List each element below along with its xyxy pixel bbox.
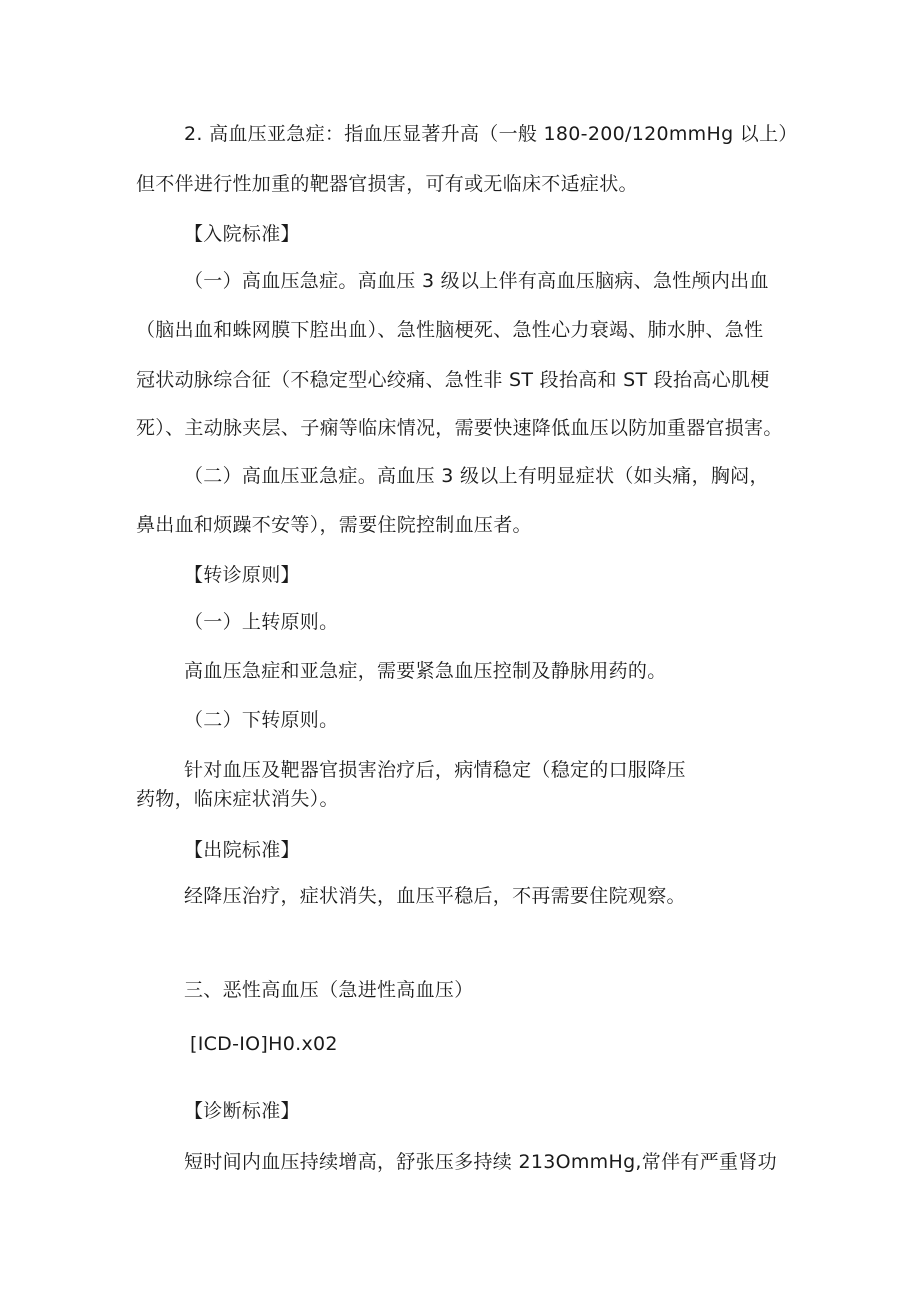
paragraph-admission-subacute: （二）高血压亚急症。高血压 3 级以上有明显症状（如头痛，胸闷， (184, 465, 769, 487)
paragraph-admission-subacute-cont: 鼻出血和烦躁不安等），需要住院控制血压者。 (136, 514, 532, 536)
paragraph-admission-emergency-cont: 死）、主动脉夹层、子痫等临床情况，需要快速降低血压以防加重器官损害。 (136, 417, 783, 439)
paragraph-subacute-definition-cont: 但不伴进行性加重的靶器官损害，可有或无临床不适症状。 (136, 173, 638, 195)
icd-code: [ICD-IO]H0.x02 (190, 1033, 338, 1055)
section-title-malignant-hypertension: 三、恶性高血压（急进性高血压） (184, 979, 474, 1001)
paragraph-admission-emergency-cont: 冠状动脉综合征（不稳定型心绞痛、急性非 ST 段抬高和 ST 段抬高心肌梗 (136, 369, 770, 391)
heading-referral-principles: 【转诊原则】 (184, 564, 300, 586)
paragraph-subacute-definition: 2. 高血压亚急症：指血压显著升高（一般 180-200/120mmHg 以上） (184, 123, 798, 145)
heading-admission-criteria: 【入院标准】 (184, 223, 300, 245)
paragraph-admission-emergency-cont: （脑出血和蛛网膜下腔出血）、急性脑梗死、急性心力衰竭、肺水肿、急性 (136, 319, 764, 341)
subheading-downward-referral: （二）下转原则。 (184, 709, 339, 731)
paragraph-diagnostic-criteria: 短时间内血压持续增高，舒张压多持续 213OmmHg,常伴有严重肾功 (184, 1151, 777, 1173)
paragraph-admission-emergency: （一）高血压急症。高血压 3 级以上伴有高血压脑病、急性颅内出血 (184, 270, 769, 292)
subheading-upward-referral: （一）上转原则。 (184, 611, 339, 633)
paragraph-discharge-criteria: 经降压治疗，症状消失，血压平稳后，不再需要住院观察。 (184, 885, 686, 907)
paragraph-downward-referral: 针对血压及靶器官损害治疗后，病情稳定（稳定的口服降压 (184, 759, 686, 781)
heading-discharge-criteria: 【出院标准】 (184, 839, 300, 861)
paragraph-upward-referral: 高血压急症和亚急症，需要紧急血压控制及静脉用药的。 (184, 660, 667, 682)
paragraph-downward-referral-cont: 药物，临床症状消失）。 (136, 788, 339, 810)
heading-diagnostic-criteria: 【诊断标准】 (184, 1100, 300, 1122)
